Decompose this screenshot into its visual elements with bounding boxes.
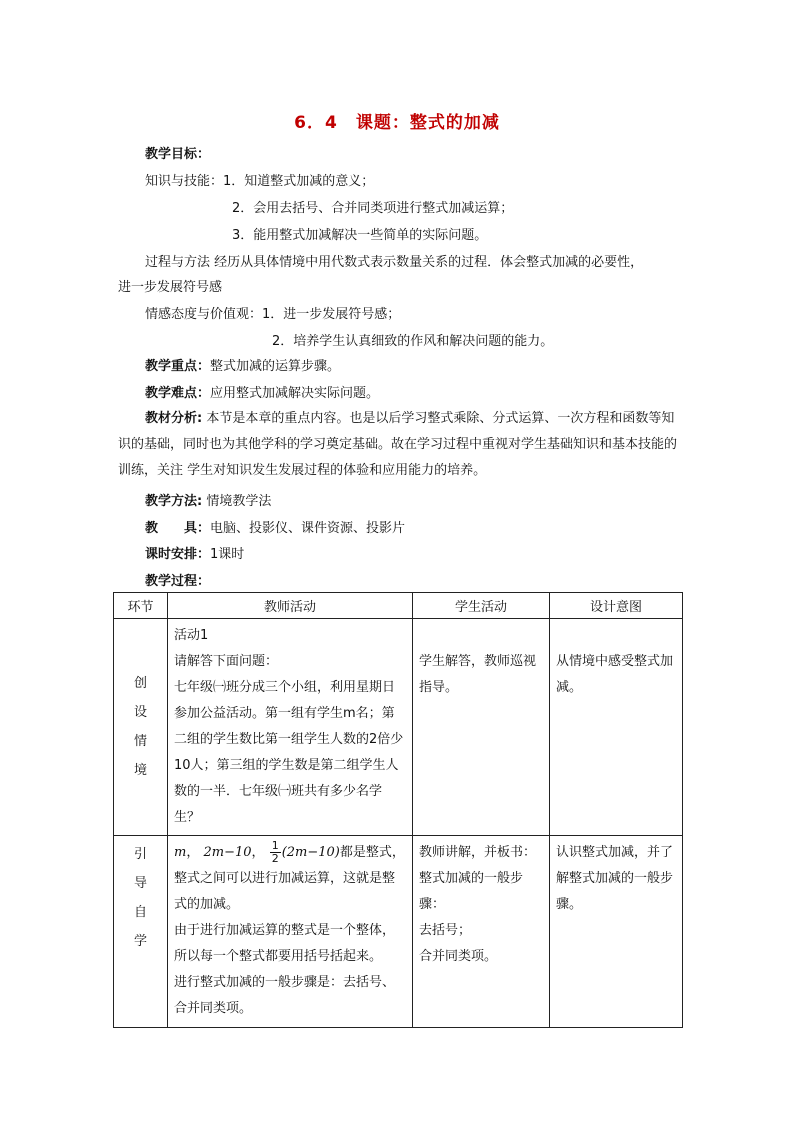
activity-title: 活动1 (174, 628, 209, 643)
table-row (114, 619, 683, 836)
stage-char: 自 (133, 905, 147, 920)
schedule-text: 1课时 (210, 547, 245, 562)
lesson-process-table (113, 592, 683, 1028)
method-text: 情境教学法 (202, 494, 272, 509)
fraction-numerator: 1 (271, 839, 279, 852)
attitude-item-1: 1．进一步发展符号感； (262, 307, 401, 322)
tools (145, 520, 405, 538)
difficulty-label: 教学难点： (145, 386, 211, 401)
method-label: 教学方法: (145, 494, 203, 509)
attitude-item-2: 2．培养学生认真细致的作风和解决问题的能力。 (272, 334, 554, 349)
objectives-heading: 教学目标： (145, 147, 211, 162)
teacher-note-2: 进行整式加减的一般步骤是：去括号、合并同类项。 (174, 975, 396, 1016)
expr-term-2: 2m−10 (203, 845, 252, 860)
difficulty (145, 385, 379, 403)
tools-label: 教 具： (145, 521, 211, 536)
header-intent: 设计意图 (550, 593, 683, 619)
header-stage: 环节 (114, 593, 168, 619)
activity-problem: 七年级㈠班分成三个小组，利用星期日参加公益活动。第一组有学生m名；第二组的学生数比第一组学生人数的2倍少10人；第三组的学生数是第二组学生人数的一半．七年级㈠班共有多少名学生？ (174, 680, 404, 825)
analysis-paragraph (118, 406, 678, 484)
header-teacher: 教师活动 (168, 593, 413, 619)
attitude-label: 情感态度与价值观： (145, 307, 263, 322)
stage-char: 引 (133, 847, 147, 862)
stage-char: 情 (133, 734, 147, 749)
knowledge-label: 知识与技能： (145, 174, 224, 189)
schedule (145, 546, 244, 564)
table-header-row (114, 593, 683, 619)
student-activity-cell: 学生解答，教师巡视指导。 (413, 619, 550, 836)
difficulty-text: 应用整式加减解决实际问题。 (210, 386, 380, 401)
table-row (114, 836, 683, 1028)
expr-term-1: m (174, 845, 187, 860)
stage-char: 境 (133, 763, 147, 778)
analysis-text: 本节是本章的重点内容。也是以后学习整式乘除、分式运算、一次方程和函数等知识的基础，同时也为其他学科的学习奠定基础。故在学习过程中重视对学生基础知识和基本技能的训练，关注 学生对知识发生发展过程的体验和应用能力的培养。 (118, 411, 678, 478)
stage-char: 导 (133, 876, 147, 891)
knowledge-item-2: 2．会用去括号、合并同类项进行整式加减运算； (232, 201, 514, 216)
knowledge-item-3: 3．能用整式加减解决一些简单的实际问题。 (232, 228, 488, 243)
key-point (145, 358, 340, 376)
expr-sep: ， (186, 845, 200, 860)
teacher-activity-cell (168, 836, 413, 1028)
stage-char: 学 (133, 934, 147, 949)
student-line: 整式加减的一般步骤： (419, 871, 524, 912)
key-point-text: 整式加减的运算步骤。 (210, 359, 341, 374)
expr-sep: ， (251, 845, 265, 860)
key-point-label: 教学重点： (145, 359, 211, 374)
page-title: 6．4 课题：整式的加减 (294, 113, 500, 133)
student-line: 教师讲解，并板书： (419, 845, 537, 860)
student-line: 合并同类项。 (419, 949, 498, 964)
stage-cell (114, 619, 168, 836)
attitude-line (145, 306, 400, 324)
schedule-label: 课时安排： (145, 547, 211, 562)
header-student: 学生活动 (413, 593, 550, 619)
design-intent-cell: 从情境中感受整式加减。 (550, 619, 683, 836)
process-line-1: 过程与方法 经历从具体情境中用代数式表示数量关系的过程．体会整式加减的必要性， (145, 255, 644, 270)
expr-term-3: (2m−10) (281, 845, 340, 860)
knowledge-item-1: 1．知道整式加减的意义； (223, 174, 375, 189)
expr-after: 都是整式，整式之间可以进行加减运算，这就是整式的加减。 (174, 845, 405, 912)
tools-text: 电脑、投影仪、课件资源、投影片 (210, 521, 406, 536)
teacher-note-1: 由于进行加减运算的整式是一个整体，所以每一个整式都要用括号括起来。 (174, 923, 396, 964)
student-line: 去括号； (419, 923, 472, 938)
method (145, 493, 271, 511)
process-heading: 教学过程： (145, 574, 211, 589)
fraction (270, 840, 281, 865)
design-intent-cell: 认识整式加减，并了解整式加减的一般步骤。 (550, 836, 683, 1028)
process-line-2: 进一步发展符号感 (118, 280, 223, 295)
activity-prompt: 请解答下面问题： (174, 654, 279, 669)
student-activity-cell (413, 836, 550, 1028)
teacher-activity-cell (168, 619, 413, 836)
analysis-label: 教材分析: (145, 411, 203, 426)
fraction-denominator: 2 (271, 852, 279, 865)
stage-char: 设 (133, 705, 147, 720)
expression-line (174, 840, 406, 918)
stage-cell (114, 836, 168, 1028)
knowledge-line (145, 173, 374, 191)
stage-char: 创 (133, 676, 147, 691)
